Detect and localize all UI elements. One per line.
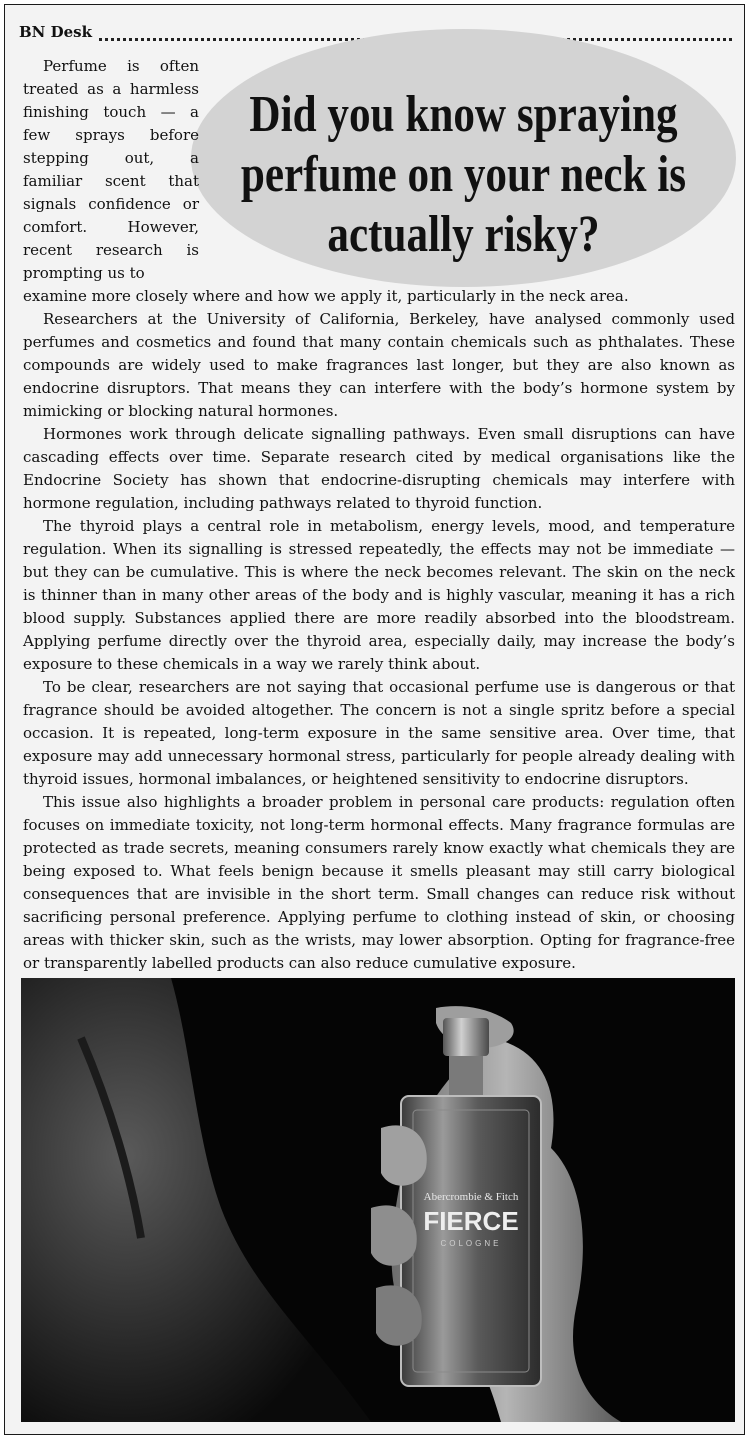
headline: Did you know spraying perfume on your neck is actually risky? — [240, 86, 687, 263]
article-frame — [4, 4, 745, 1435]
perfume-photo — [21, 978, 735, 1422]
intro-paragraph: Perfume is often treated as a harmless finishing touch — a few sprays before stepping out, a familiar scent that signals confidence or comfort. However, recent research is prompting us to — [23, 57, 199, 282]
paragraph-2: Hormones work through delicate signalling pathways. Even small disruptions can have cascading effects over time. Separate research cited by medical organisations like the Endocrine Society has shown that endocrine-disrupting chemicals may interfere with hormone regulation, including pathways related to thyroid function. — [23, 425, 735, 512]
article-body — [23, 55, 735, 975]
intro-paragraph-tail: examine more closely where and how we apply it, particularly in the neck area. — [23, 287, 629, 305]
bottle-cap — [443, 1018, 489, 1056]
paragraph-4: To be clear, researchers are not saying that occasional perfume use is dangerous or that fragrance should be avoided altogether. The concern is not a single spritz before a special occasion. It is repeated, long-term exposure in the same sensitive area. Over time, that exposure may add unnecessary hormonal stress, particularly for people already dealing with thyroid issues, hormonal imbalances, or heightened sensitivity to endocrine disruptors. — [23, 678, 735, 788]
paragraph-3: The thyroid plays a central role in metabolism, energy levels, mood, and temperature regulation. When its signalling is stressed repeatedly, the effects may not be immediate — but they can be cumulative. This is where the neck becomes relevant. The skin on the neck is thinner than in many other areas of the body and is highly vascular, meaning it has a rich blood supply. Substances applied there are more readily absorbed into the bloodstream. Applying perfume directly over the thyroid area, especially daily, may increase the body’s exposure to these chemicals in a way we rarely think about. — [23, 517, 735, 673]
paragraph-1: Researchers at the University of California, Berkeley, have analysed commonly used perfumes and cosmetics and found that many contain chemicals such as phthalates. These compounds are widely used to make fragrances last longer, but they are also known as endocrine disruptors. That means they can interfere with the body’s hormone system by mimicking or blocking natural hormones. — [23, 310, 735, 420]
bottle-sub-label: COLOGNE — [440, 1239, 502, 1248]
perfume-photo-illustration — [21, 978, 735, 1422]
bottle-brand-label: Abercrombie & Fitch — [423, 1191, 519, 1203]
paragraph-5: This issue also highlights a broader problem in personal care products: regulation often focuses on immediate toxicity, not long-term hormonal effects. Many fragrance formulas are protected as trade secrets, meaning consumers rarely know exactly what chemicals they are being exposed to. What feels benign because it smells pleasant may still carry biological consequences that are invisible in the short term. Small changes can reduce risk without sacrificing personal preference. Applying perfume to clothing instead of skin, or choosing areas with thicker skin, such as the wrists, may lower absorption. Opting for fragrance-free or transparently labelled products can also reduce cumulative exposure. — [23, 793, 735, 972]
byline: BN Desk — [19, 23, 93, 41]
bottle-name-label: FIERCE — [423, 1206, 519, 1236]
